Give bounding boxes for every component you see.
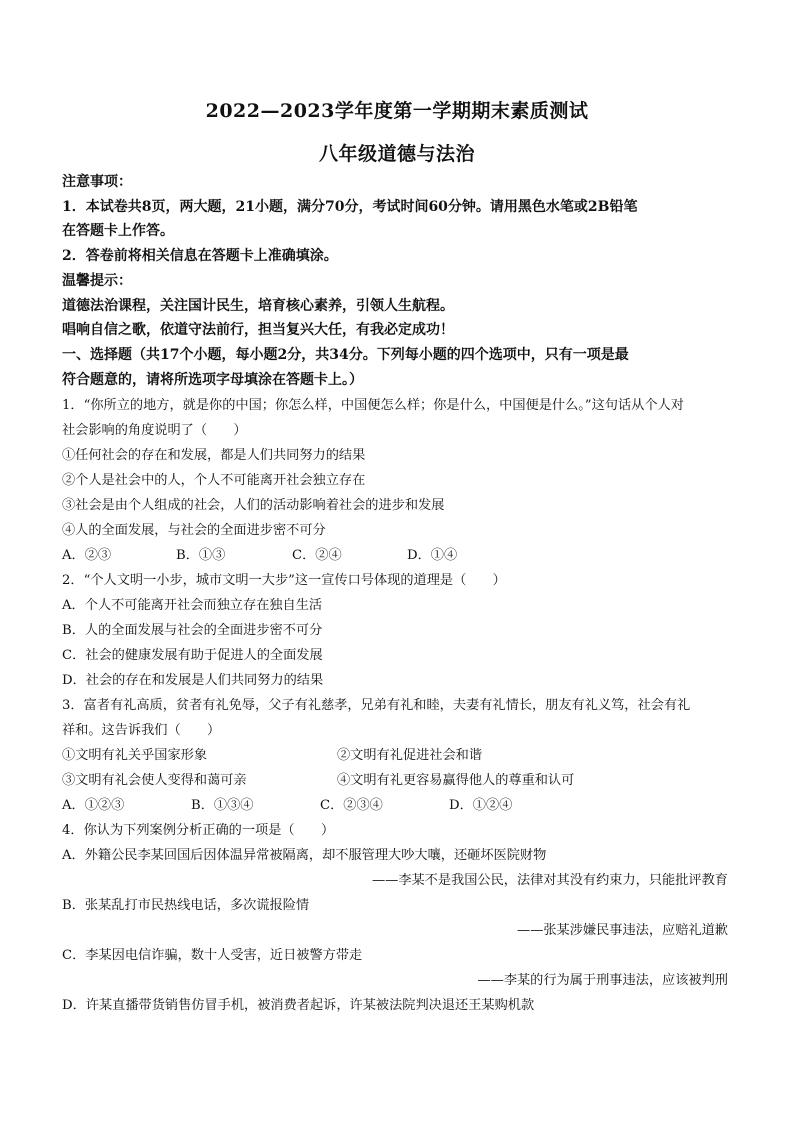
section-heading-cont: 符合题意的，请将所选项字母填涂在答题卡上。） bbox=[62, 372, 363, 388]
notice-heading: 注意事项： bbox=[62, 174, 132, 190]
q1-statement-2: ②个人是社会中的人，个人不可能离开社会独立存在 bbox=[62, 473, 366, 488]
q1-statement-1: ①任何社会的存在和发展，都是人们共同努力的结果 bbox=[62, 448, 366, 463]
q4-option-b-note: ——张某涉嫌民事违法，应赔礼道歉 bbox=[517, 923, 728, 938]
q4-option-b: B．张某乱打市民热线电话，多次谎报险情 bbox=[62, 898, 310, 913]
q3-statement-3: ③文明有礼会使人变得和蔼可亲 bbox=[62, 773, 247, 788]
q4-option-a-note: ——李某不是我国公民，法律对其没有约束力，只能批评教育 bbox=[371, 873, 728, 888]
q1-option-a: A．②③ bbox=[62, 548, 112, 563]
q4-option-a: A．外籍公民李某回国后因体温异常被隔离，却不服管理大吵大嚷，还砸坏医院财物 bbox=[62, 848, 547, 863]
q3-statement-2: ②文明有礼促进社会和谐 bbox=[337, 748, 483, 763]
q1-statement-4: ④人的全面发展，与社会的全面进步密不可分 bbox=[62, 523, 326, 538]
q2-option-c: C．社会的健康发展有助于促进人的全面发展 bbox=[62, 648, 323, 663]
q3-statement-1: ①文明有礼关乎国家形象 bbox=[62, 748, 208, 763]
q1-option-c: C．②④ bbox=[292, 548, 342, 563]
exam-subtitle: 八年级道德与法治 bbox=[318, 143, 475, 165]
notice-item-2: 2．答卷前将相关信息在答题卡上准确填涂。 bbox=[62, 248, 338, 264]
q3-stem: 3．富者有礼高质，贫者有礼免辱，父子有礼慈孝，兄弟有礼和睦，夫妻有礼情长，朋友有礼义笃，社会有礼 bbox=[62, 698, 691, 713]
q2-stem: 2．“个人文明一小步，城市文明一大步”这一宣传口号体现的道理是（ ） bbox=[62, 573, 506, 588]
q4-option-c-note: ——李某的行为属于刑事违法，应该被判刑 bbox=[477, 973, 728, 988]
q1-stem: 1．“你所立的地方，就是你的中国；你怎么样，中国便怎么样；你是什么，中国便是什么。”这句话从个人对 bbox=[62, 398, 684, 413]
tips-line-1: 道德法治课程，关注国计民生，培育核心素养，引领人生航程。 bbox=[62, 298, 454, 314]
q1-statement-3: ③社会是由个人组成的社会，人们的活动影响着社会的进步和发展 bbox=[62, 498, 445, 513]
q3-statement-4: ④文明有礼更容易赢得他人的尊重和认可 bbox=[337, 773, 575, 788]
q4-stem: 4．你认为下列案例分析正确的一项是（ ） bbox=[62, 823, 335, 838]
q3-option-d: D．①②④ bbox=[449, 798, 513, 813]
tips-line-2: 唱响自信之歌，依道守法前行，担当复兴大任，有我必定成功！ bbox=[62, 322, 454, 338]
notice-item-1-cont: 在答题卡上作答。 bbox=[62, 223, 174, 239]
q2-option-a: A．个人不可能离开社会而独立存在独自生活 bbox=[62, 598, 323, 613]
q3-option-a: A．①②③ bbox=[62, 798, 125, 813]
q2-option-b: B．人的全面发展与社会的全面进步密不可分 bbox=[62, 623, 323, 638]
q4-option-c: C．李某因电信诈骗，数十人受害，近日被警方带走 bbox=[62, 948, 363, 963]
exam-title: 2022—2023学年度第一学期期末素质测试 bbox=[205, 100, 589, 122]
q4-option-d: D．许某直播带货销售仿冒手机，被消费者起诉，许某被法院判决退还王某购机款 bbox=[62, 998, 535, 1013]
q1-option-d: D．①④ bbox=[407, 548, 458, 563]
q2-option-d: D．社会的存在和发展是人们共同努力的结果 bbox=[62, 673, 324, 688]
q1-option-b: B．①③ bbox=[176, 548, 226, 563]
section-heading: 一、选择题（共17个小题，每小题2分，共34分。下列每小题的四个选项中，只有一项是最 bbox=[62, 347, 629, 363]
q3-option-b: B．①③④ bbox=[191, 798, 254, 813]
q1-stem-cont: 社会影响的角度说明了（ ） bbox=[62, 423, 247, 438]
q3-stem-cont: 祥和。这告诉我们（ ） bbox=[62, 723, 221, 738]
tips-heading: 温馨提示： bbox=[62, 273, 132, 289]
q3-option-c: C．②③④ bbox=[320, 798, 383, 813]
notice-item-1: 1．本试卷共8页，两大题，21小题，满分70分，考试时间60分钟。请用黑色水笔或2B铅笔 bbox=[62, 199, 638, 215]
